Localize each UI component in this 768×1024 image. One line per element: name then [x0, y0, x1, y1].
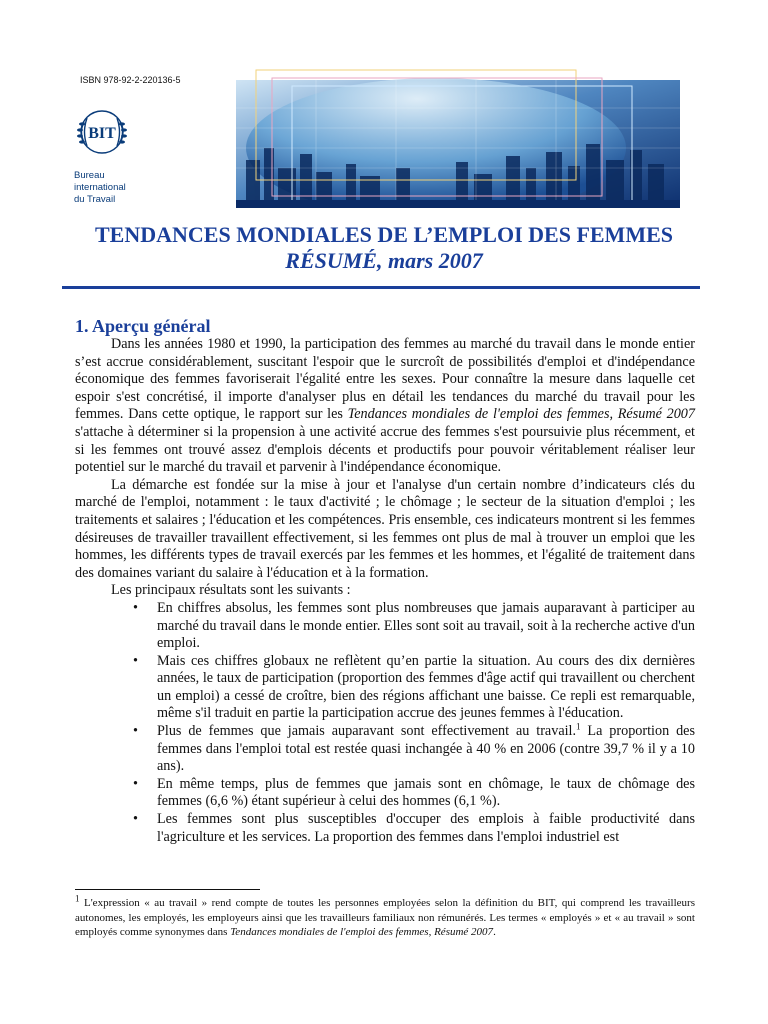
bullet-icon: •: [133, 775, 138, 792]
footnote-text-b: .: [493, 926, 496, 938]
list-item-text: Les femmes sont plus susceptibles d'occuper des emplois à faible productivité dans l'agriculture et les services. La proportion des femmes dans l'emploi industriel est: [157, 811, 695, 845]
logo-lettering: BIT: [88, 125, 116, 142]
footnote-divider: [75, 889, 260, 890]
list-item: [75, 653, 695, 723]
list-item-text: En chiffres absolus, les femmes sont plus nombreuses que jamais auparavant à participer au marché du travail dans le monde entier. Elles sont soit au travail, soit à la recherche active d'un emploi.: [157, 599, 695, 652]
list-item-text: En même temps, plus de femmes que jamais sont en chômage, le taux de chômage des femmes (6,6 %) étant supérieur à celui des hommes (6,1 %).: [157, 775, 695, 810]
section-heading: 1. Aperçu général: [75, 316, 211, 336]
org-line-1: Bureau: [74, 170, 105, 181]
organization-name: [74, 170, 126, 206]
org-line-2: international: [74, 182, 126, 193]
section-body: [75, 336, 695, 846]
list-item: [75, 600, 695, 653]
bullet-icon: •: [133, 599, 138, 616]
list-item: [75, 723, 695, 776]
document-title: TENDANCES MONDIALES DE L’EMPLOI DES FEMMES: [95, 222, 673, 247]
globe-banner-image: [236, 68, 680, 208]
footnote-text-a: L'expression « au travail » rend compte de toutes les personnes employées selon la définition du BIT, qui comprend les travailleurs autonomes, les employés, les employeurs ainsi que les travailleurs familiaux non rémunérés. Les termes « employés » et « au travail » sont employés comme synonymes dans: [75, 897, 695, 938]
footnote-ref[interactable]: 1: [576, 721, 581, 732]
title-divider: [62, 286, 700, 289]
results-list: [75, 600, 695, 846]
list-item-text-a: Plus de femmes que jamais auparavant sont effectivement au travail.: [157, 723, 577, 740]
paragraph-1: [75, 336, 695, 477]
footnote-report-title: Tendances mondiales de l'emploi des femmes, Résumé 2007: [230, 926, 494, 938]
list-item-text-b: La proportion des femmes dans l'emploi total est restée quasi inchangée à 40 % en 2006 (contre 39,7 % il y a 10 ans).: [157, 723, 695, 775]
paragraph-1-text-a: Dans les années 1980 et 1990, la participation des femmes au marché du travail dans le monde entier s’est accrue considérablement, suscitant l'espoir que le surcroît de possibilités d'emploi et d'indépendance économique des femmes favoriserait l'égalité entre les sexes. Pour connaître la mesure dans laquelle cet espoir s'est concrétisé, il importe d'analyser plus en détail les tendances du marché du travail pour les femmes. Dans cette optique, le rapport sur les: [75, 336, 695, 423]
paragraph-2: La démarche est fondée sur la mise à jour et l'analyse d'un certain nombre d’indicateurs clés du marché de l'emploi, notamment : le taux d'activité ; le chômage ; le secteur de la situation d'emploi ; les traitements et salaires ; l'éducation et les compétences. Pris ensemble, ces indicateurs montrent si les femmes désireuses de travailler travaillent effectivement, si les femmes ont plus de mal à trouver un emploi que les hommes, les différents types de travail exercés par les femmes et les hommes, et l'égalité de traitement dans des domaines variant du salaire à l'éducation et à la formation.: [75, 476, 695, 581]
footnote: [75, 893, 695, 940]
list-item-text: Mais ces chiffres globaux ne reflètent qu’en partie la situation. Au cours des dix dernières années, le taux de participation (proportion des femmes d'âge actif qui travaillent ou cherchent un emploi) a cessé de croître, bien des régions affichant une baisse. Ce repli est remarquable, même s'il traduit en partie la participation accrue des jeunes femmes à l'éducation.: [157, 652, 695, 722]
footnote-marker: 1: [75, 893, 80, 904]
paragraph-3: Les principaux résultats sont les suivants :: [111, 582, 351, 599]
isbn-number: ISBN 978-92-2-220136-5: [80, 75, 181, 85]
paragraph-1-text-b: s'attache à déterminer si la propension à une activité accrue des femmes s'est poursuivie plus récemment, et si les femmes ont trouvé assez d'emplois décents et productifs pour pouvoir véritablement réaliser leur potentiel sur le marché du travail et parvenir à l'indépendance économique.: [75, 423, 695, 476]
bullet-icon: •: [133, 811, 138, 828]
paragraph-1-report-title: Tendances mondiales de l'emploi des femmes, Résumé 2007: [347, 406, 695, 423]
list-item: [75, 811, 695, 846]
bullet-icon: •: [133, 723, 138, 740]
document-subtitle: RÉSUMÉ, mars 2007: [285, 248, 483, 273]
org-line-3: du Travail: [74, 194, 116, 205]
list-item: [75, 776, 695, 811]
bullet-icon: •: [133, 652, 138, 669]
